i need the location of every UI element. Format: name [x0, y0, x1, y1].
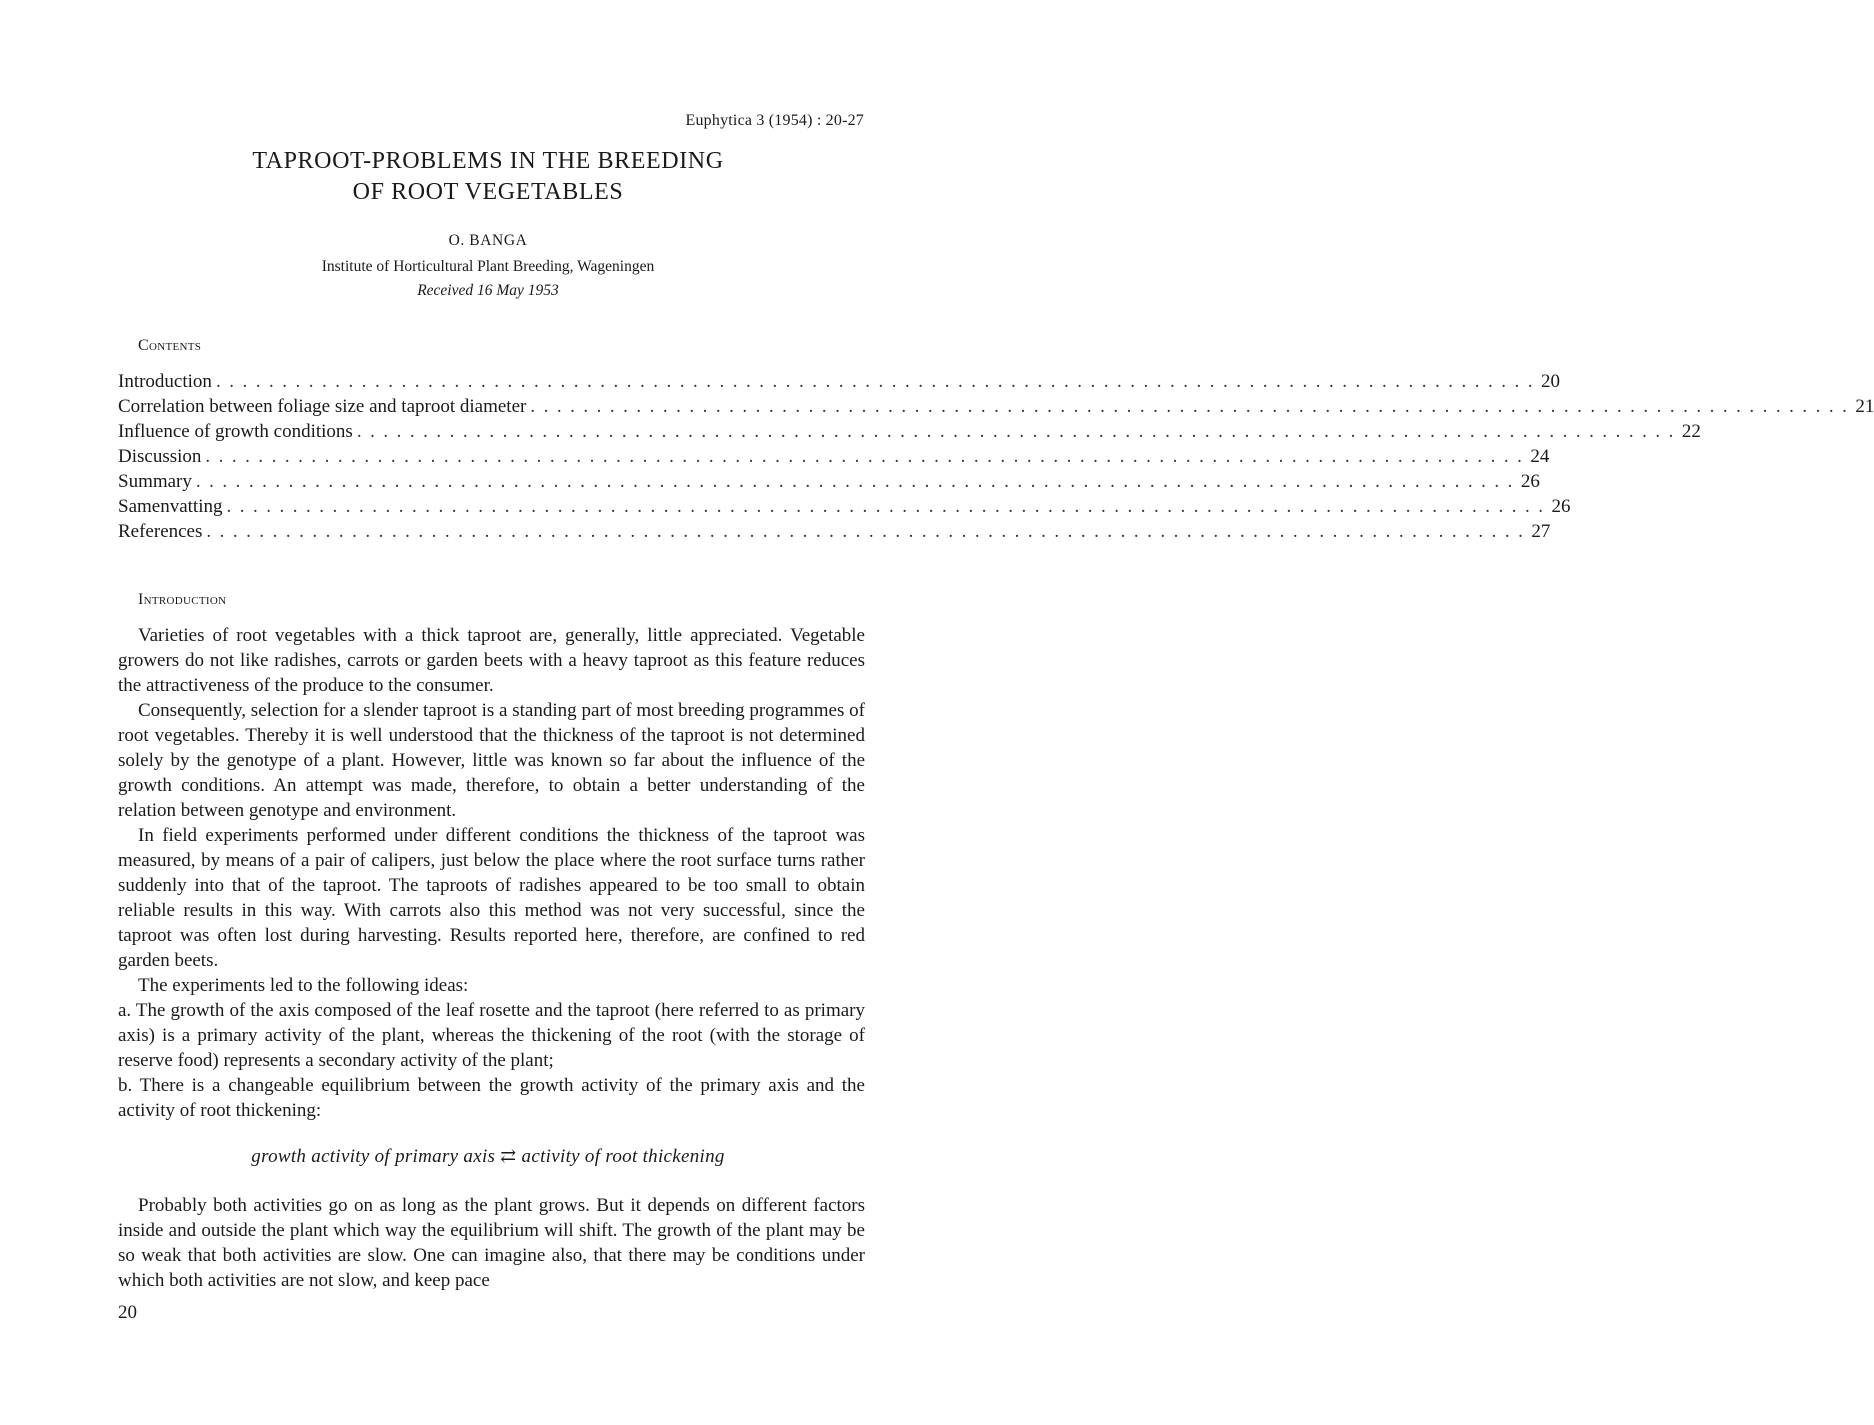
toc-leader-dots: .................................................................................................... [205, 446, 1531, 467]
toc-entry [118, 419, 1701, 444]
toc-leader-dots: .................................................................................................... [226, 496, 1552, 517]
author-name: O. BANGA [448, 232, 528, 249]
title-line: TAPROOT-PROBLEMS IN THE BREEDING [252, 148, 724, 174]
closing-paragraph-block [118, 1193, 865, 1293]
list-item: a. The growth of the axis composed of the leaf rosette and the taproot (here referred to as primary axis) is a primary activity of the plant, whereas the thickening of the root (with the storage of reserve food) represents a secondary activity of the plant; [118, 1000, 865, 1071]
paragraph: In field experiments performed under different conditions the thickness of the taproot was measured, by means of a pair of calipers, just below the place where the root surface turns rather suddenly into that of the taproot. The taproots of radishes appeared to be too small to obtain reliable results in this way. With carrots also this method was not very successful, since the taproot was often lost during harvesting. Results reported here, therefore, are confined to red garden beets. [118, 825, 865, 971]
author-affiliation: Institute of Horticultural Plant Breeding, Wageningen [321, 258, 655, 275]
article-title [0, 146, 976, 208]
toc-entry [118, 394, 1874, 419]
toc-leader-dots: .................................................................................................... [530, 396, 1856, 417]
received-date: Received 16 May 1953 [417, 282, 559, 299]
toc-leader-dots: .................................................................................................... [356, 421, 1682, 442]
toc-entry-label: Summary [118, 471, 192, 492]
toc-leader-dots: .................................................................................................... [206, 521, 1532, 542]
toc-leader-dots: .................................................................................................... [215, 371, 1541, 392]
toc-entry-page: 27 [1531, 521, 1551, 542]
toc-entry [118, 444, 1550, 469]
journal-reference: Euphytica 3 (1954) : 20-27 [685, 112, 864, 129]
title-line: OF ROOT VEGETABLES [352, 179, 624, 205]
toc-entry-page: 26 [1520, 471, 1540, 492]
toc-leader-dots: .................................................................................................... [195, 471, 1521, 492]
equilibrium-formula: growth activity of primary axis ⇄ activity of root thickening [251, 1146, 725, 1167]
toc-entry-page: 20 [1540, 371, 1560, 392]
paragraph: Probably both activities go on as long as the plant grows. But it depends on different factors inside and outside the plant which way the equilibrium will shift. The growth of the plant may be so weak that both activities are slow. One can imagine also, that there may be conditions under which both activities are not slow, and keep pace [118, 1195, 865, 1291]
toc-entry-page: 24 [1530, 446, 1550, 467]
list-item: b. There is a changeable equilibrium between the growth activity of the primary axis and the activity of root thickening: [118, 1075, 865, 1121]
toc-entry-label: References [118, 521, 203, 542]
toc-entry-page: 22 [1681, 421, 1701, 442]
toc-entry [118, 369, 1560, 394]
toc-entry-label: Discussion [118, 446, 202, 467]
introduction-body [118, 623, 865, 1123]
paragraph: Varieties of root vegetables with a thick taproot are, generally, little appreciated. Vegetable growers do not like radishes, carrots or garden beets with a heavy taproot as this feature reduces the attractiveness of the produce to the consumer. [118, 625, 865, 696]
paragraph: The experiments led to the following ideas: [138, 975, 469, 996]
table-of-contents [118, 369, 1874, 544]
toc-entry [118, 469, 1540, 494]
toc-entry-label: Samenvatting [118, 496, 223, 517]
toc-entry-page: 21 [1855, 396, 1874, 417]
contents-heading: Contents [138, 337, 202, 354]
toc-entry-page: 26 [1551, 496, 1571, 517]
page-number: 20 [118, 1302, 137, 1323]
paragraph: Consequently, selection for a slender taproot is a standing part of most breeding programmes of root vegetables. Thereby it is well understood that the thickness of the taproot is not determined solely by the genotype of a plant. However, little was known so far about the influence of the growth conditions. An attempt was made, therefore, to obtain a better understanding of the relation between genotype and environment. [118, 700, 865, 821]
toc-entry-label: Influence of growth conditions [118, 421, 353, 442]
toc-entry [118, 494, 1571, 519]
toc-entry-label: Introduction [118, 371, 212, 392]
toc-entry [118, 519, 1551, 544]
introduction-heading: Introduction [138, 591, 227, 608]
toc-entry-label: Correlation between foliage size and taproot diameter [118, 396, 527, 417]
